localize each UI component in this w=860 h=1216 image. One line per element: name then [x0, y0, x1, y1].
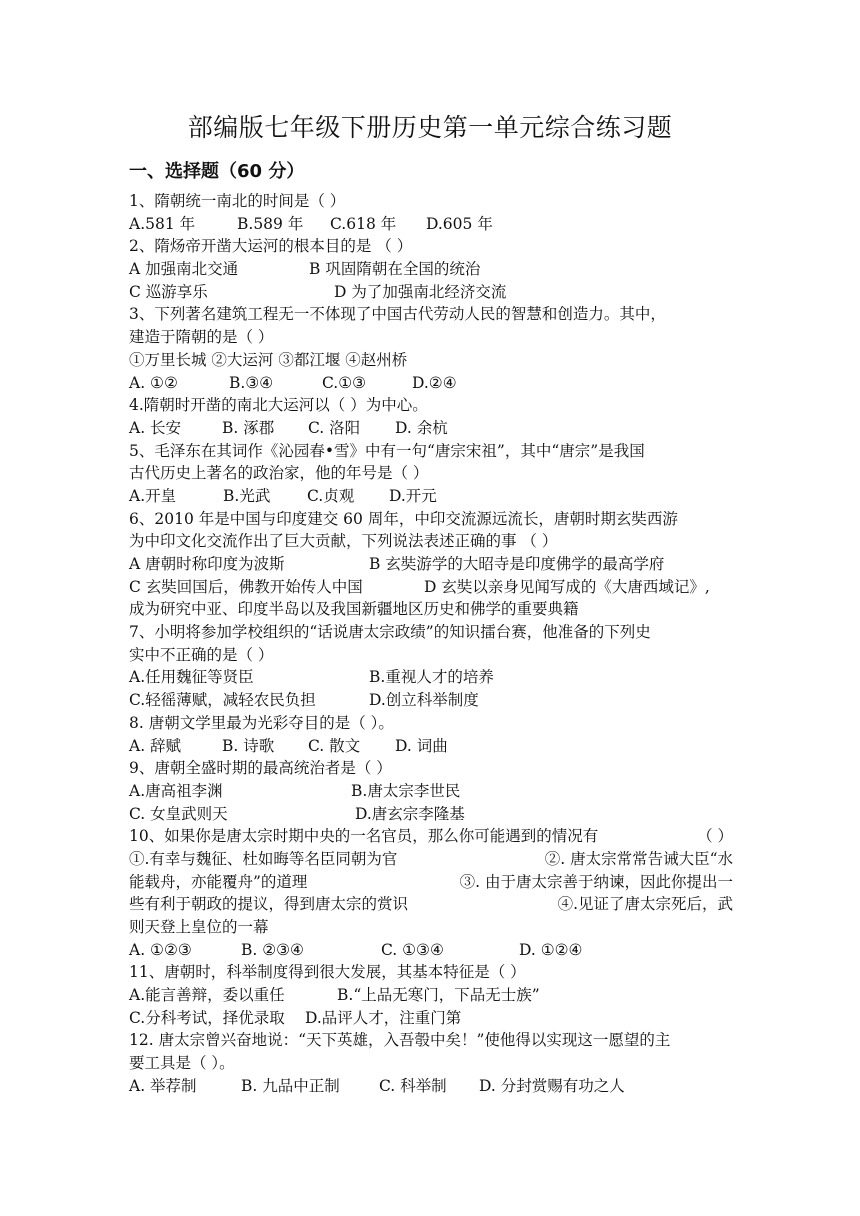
- statement-4-start: ④.见证了唐太宗死后，武: [557, 895, 733, 914]
- question-11-options-row2: [129, 1007, 733, 1030]
- option-a: A.能言善辩，委以重任: [129, 986, 285, 1005]
- question-7-stem-line2: 实中不正确的是（ ）: [129, 645, 274, 664]
- option-b: B.③④: [229, 373, 274, 392]
- question-2-stem: 2、隋炀帝开凿大运河的根本目的是 （ ）: [129, 237, 413, 256]
- question-6-options-row2: [129, 576, 733, 599]
- option-c: C 巡游享乐: [129, 282, 208, 301]
- question-1-stem: 1、隋朝统一南北的时间是（ ）: [129, 192, 346, 210]
- option-c: C.618 年: [330, 214, 397, 233]
- statement-2-end: 能载舟，亦能覆舟”的道理: [129, 872, 308, 891]
- option-a: A.任用魏征等贤臣: [129, 668, 254, 687]
- option-a: A.581 年: [129, 214, 196, 233]
- option-c: C.轻徭薄赋，减轻农民负担: [129, 691, 316, 710]
- option-a: A.唐高祖李渊: [129, 781, 223, 800]
- question-9-options-row2: [129, 803, 733, 826]
- question-7-options-row2: [129, 689, 733, 712]
- statement-4-end: 则天登上皇位的一幕: [129, 918, 269, 936]
- question-12-stem-line1: 12. 唐太宗曾兴奋地说：“天下英雄，入吾彀中矣！”使他得以实现这一愿望的主: [129, 1031, 671, 1050]
- option-d: D.②④: [412, 373, 457, 392]
- question-6-stem-line1: 6、2010 年是中国与印度建交 60 周年，中印交流源远流长，唐朝时期玄奘西游: [129, 509, 678, 528]
- option-d: D.605 年: [426, 214, 493, 233]
- option-a: A.开皇: [129, 486, 177, 505]
- statement-1: ①.有幸与魏征、杜如晦等名臣同朝为官: [129, 849, 398, 868]
- option-b: B.“上品无寒门，下品无士族”: [337, 986, 540, 1005]
- question-10-stem-text: 10、如果你是唐太宗时期中央的一名官员，那么你可能遇到的情况有: [129, 827, 599, 846]
- option-b: B 玄奘游学的大昭寺是印度佛学的最高学府: [369, 555, 665, 573]
- question-4-options: [129, 417, 733, 440]
- option-b: B.唐太宗李世民: [351, 781, 461, 800]
- section-heading: 一、选择题（60 分）: [129, 161, 305, 182]
- page-title: 部编版七年级下册历史第一单元综合练习题: [187, 113, 673, 142]
- question-4-stem: 4.隋朝时开凿的南北大运河以（ ）为中心。: [129, 396, 428, 415]
- question-5-stem-line2: 古代历史上著名的政治家，他的年号是（ ）: [129, 464, 429, 483]
- option-a: A. 长安: [129, 418, 182, 437]
- option-a: A 唐朝时称印度为波斯: [129, 555, 285, 573]
- option-d: D. 余杭: [395, 418, 448, 437]
- option-d: D. 词曲: [395, 736, 448, 755]
- question-12-options: [129, 1075, 733, 1098]
- question-9-options-row1: [129, 780, 733, 803]
- statement-3-end: 些有利于朝政的提议，得到唐太宗的赏识: [129, 895, 409, 914]
- question-10-line3: [129, 893, 733, 916]
- question-3-options: [129, 372, 733, 395]
- option-d: D.创立科举制度: [369, 691, 479, 710]
- question-2-options-row2: [129, 281, 733, 304]
- option-c: C.贞观: [307, 486, 355, 505]
- option-d: D. ①②④: [519, 940, 583, 959]
- option-d: D. 分封赏赐有功之人: [479, 1076, 625, 1095]
- question-12-stem-line2: 要工具是（ ）。: [129, 1054, 235, 1073]
- option-b: B. ②③④: [241, 940, 304, 959]
- option-a: A. 辞赋: [129, 736, 182, 755]
- option-d: D 为了加强南北经济交流: [334, 282, 507, 301]
- option-c: C. ①③④: [381, 940, 444, 959]
- question-10-line2: [129, 871, 733, 894]
- option-c: C. 散文: [308, 736, 361, 755]
- option-c: C. 洛阳: [308, 418, 361, 437]
- option-b: B.重视人才的培养: [369, 668, 494, 687]
- question-10-options: [129, 939, 733, 962]
- question-5-stem-line1: 5、毛泽东在其词作《沁园春•雪》中有一句“唐宗宋祖”，其中“唐宗”是我国: [129, 441, 645, 460]
- option-b: B. 诗歌: [222, 736, 275, 755]
- option-c: C. 科举制: [379, 1076, 447, 1095]
- option-c: C.分科考试，择优录取: [129, 1008, 285, 1027]
- question-5-options: [129, 485, 733, 508]
- question-7-options-row1: [129, 666, 733, 689]
- question-8-options: [129, 735, 733, 758]
- option-b: B.光武: [223, 486, 271, 505]
- question-6-options-row1: [129, 553, 733, 576]
- option-d-continued: 成为研究中亚、印度半岛以及我国新疆地区历史和佛学的重要典籍: [129, 600, 579, 619]
- option-d: D.开元: [389, 486, 437, 505]
- option-b: B 巩固隋朝在全国的统治: [309, 260, 481, 279]
- question-3-stem-line1: 3、下列著名建筑工程无一不体现了中国古代劳动人民的智慧和创造力。其中，: [129, 305, 666, 324]
- question-3-stem-line2: 建造于隋朝的是（ ）: [129, 328, 274, 347]
- question-11-stem: 11、唐朝时，科举制度得到很大发展，其基本特征是（ ）: [129, 963, 526, 982]
- question-10-answer-blank: （ ）: [697, 827, 733, 846]
- option-c: C.①③: [322, 373, 367, 392]
- option-d: D.品评人才，注重门第: [305, 1008, 462, 1027]
- question-list: [129, 190, 733, 1098]
- option-c: C 玄奘回国后，佛教开始传人中国: [129, 577, 363, 596]
- option-b: B.589 年: [237, 214, 304, 233]
- option-c: C. 女皇武则天: [129, 804, 228, 823]
- question-8-stem: 8. 唐朝文学里最为光彩夺目的是（ ）。: [129, 713, 394, 732]
- option-a: A. ①②: [129, 373, 178, 392]
- option-d: D.唐玄宗李隆基: [355, 804, 465, 823]
- question-7-stem-line1: 7、小明将参加学校组织的“话说唐太宗政绩”的知识擂台赛，他准备的下列史: [129, 623, 651, 642]
- question-3-items: ①万里长城 ②大运河 ③都江堰 ④赵州桥: [129, 350, 408, 369]
- statement-3-start: ③. 由于唐太宗善于纳谏，因此你提出一: [459, 872, 733, 891]
- question-6-stem-line2: 为中印文化交流作出了巨大贡献，下列说法表述正确的事 （ ）: [129, 532, 558, 551]
- question-10-stem: [129, 825, 733, 848]
- option-b: B. 涿郡: [222, 418, 275, 437]
- question-1-options: [129, 213, 733, 236]
- statement-2-start: ②. 唐太宗常常告诫大臣“水: [544, 849, 733, 868]
- question-2-options-row1: [129, 258, 733, 281]
- option-d: D 玄奘以亲身见闻写成的《大唐西域记》,: [424, 577, 710, 596]
- option-b: B. 九品中正制: [241, 1076, 340, 1095]
- question-9-stem: 9、唐朝全盛时期的最高统治者是（ ）: [129, 759, 392, 778]
- option-a: A 加强南北交通: [129, 260, 239, 279]
- question-11-options-row1: [129, 984, 733, 1007]
- option-a: A. 举荐制: [129, 1076, 197, 1095]
- option-a: A. ①②③: [129, 940, 192, 959]
- question-10-line1: [129, 848, 733, 871]
